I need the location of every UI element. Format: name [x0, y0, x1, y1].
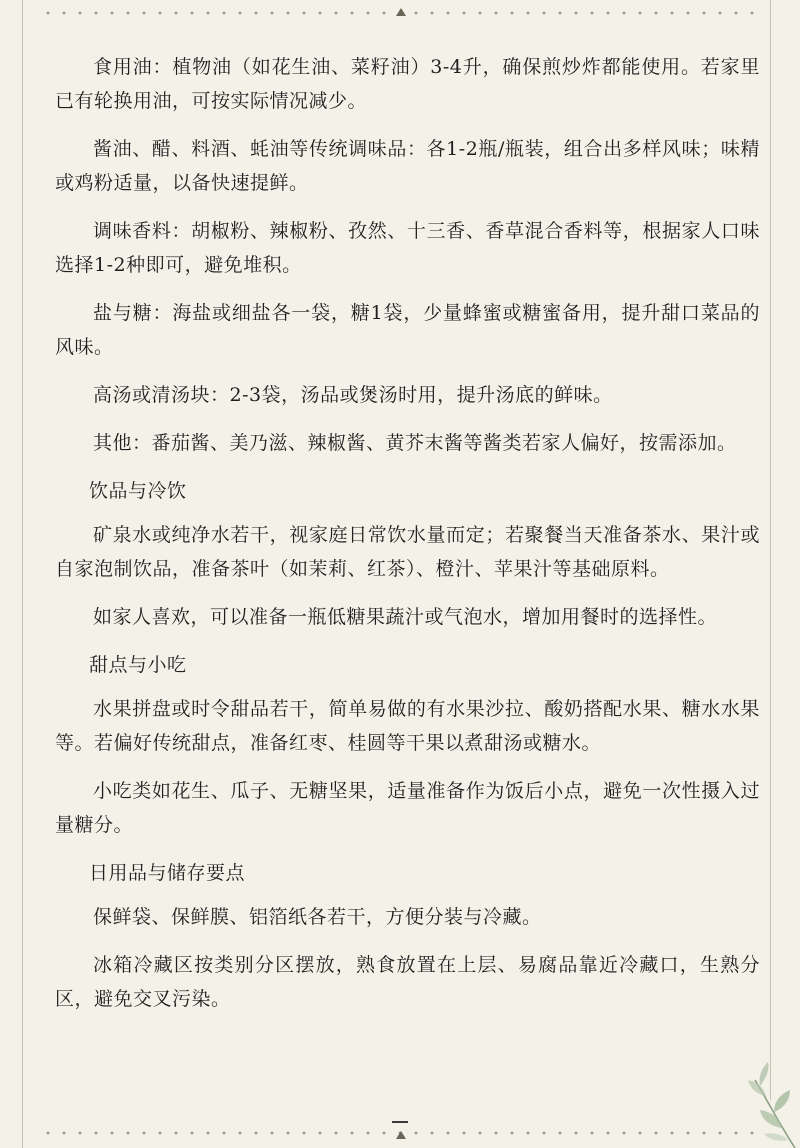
leaf-branch-icon [700, 1050, 800, 1148]
body-paragraph: 如家人喜欢，可以准备一瓶低糖果蔬汁或气泡水，增加用餐时的选择性。 [93, 606, 718, 628]
triangle-ornament-icon [396, 8, 406, 16]
triangle-ornament-icon [396, 1131, 406, 1139]
body-paragraph: 调味香料：胡椒粉、辣椒粉、孜然、十三香、香草混合香料等，根据家人口味选择1-2种即可，避免堆积。 [55, 220, 760, 276]
section-heading: 日用品与储存要点 [89, 862, 246, 884]
body-paragraph: 高汤或清汤块：2-3袋，汤品或煲汤时用，提升汤底的鲜味。 [93, 384, 613, 406]
document-body [55, 50, 760, 1030]
body-paragraph: 矿泉水或纯净水若干，视家庭日常饮水量而定；若聚餐当天准备茶水、果汁或自家泡制饮品，准备茶叶（如茉莉、红茶）、橙汁、苹果汁等基础原料。 [55, 524, 760, 580]
body-paragraph: 盐与糖：海盐或细盐各一袋，糖1袋，少量蜂蜜或糖蜜备用，提升甜口菜品的风味。 [55, 302, 760, 358]
body-paragraph: 食用油：植物油（如花生油、菜籽油）3-4升，确保煎炒炸都能使用。若家里已有轮换用油，可按实际情况减少。 [55, 56, 760, 112]
body-paragraph: 酱油、醋、料酒、蚝油等传统调味品：各1-2瓶/瓶装，组合出多样风味；味精或鸡粉适量，以备快速提鲜。 [55, 138, 760, 194]
right-border-line [770, 0, 771, 1100]
body-paragraph: 小吃类如花生、瓜子、无糖坚果，适量准备作为饭后小点，避免一次性摄入过量糖分。 [55, 780, 760, 836]
body-paragraph: 冰箱冷藏区按类别分区摆放，熟食放置在上层、易腐品靠近冷藏口，生熟分区，避免交叉污染。 [55, 954, 760, 1010]
section-heading: 甜点与小吃 [89, 654, 187, 676]
page-marker-dash [392, 1121, 408, 1123]
body-paragraph: 水果拼盘或时令甜品若干，简单易做的有水果沙拉、酸奶搭配水果、糖水水果等。若偏好传统甜点，准备红枣、桂圆等干果以煮甜汤或糖水。 [55, 698, 760, 754]
body-paragraph: 保鲜袋、保鲜膜、铝箔纸各若干，方便分装与冷藏。 [93, 906, 542, 928]
left-border-line [22, 0, 23, 1148]
body-paragraph: 其他：番茄酱、美乃滋、辣椒酱、黄芥末酱等酱类若家人偏好，按需添加。 [93, 432, 737, 454]
section-heading: 饮品与冷饮 [89, 480, 187, 502]
